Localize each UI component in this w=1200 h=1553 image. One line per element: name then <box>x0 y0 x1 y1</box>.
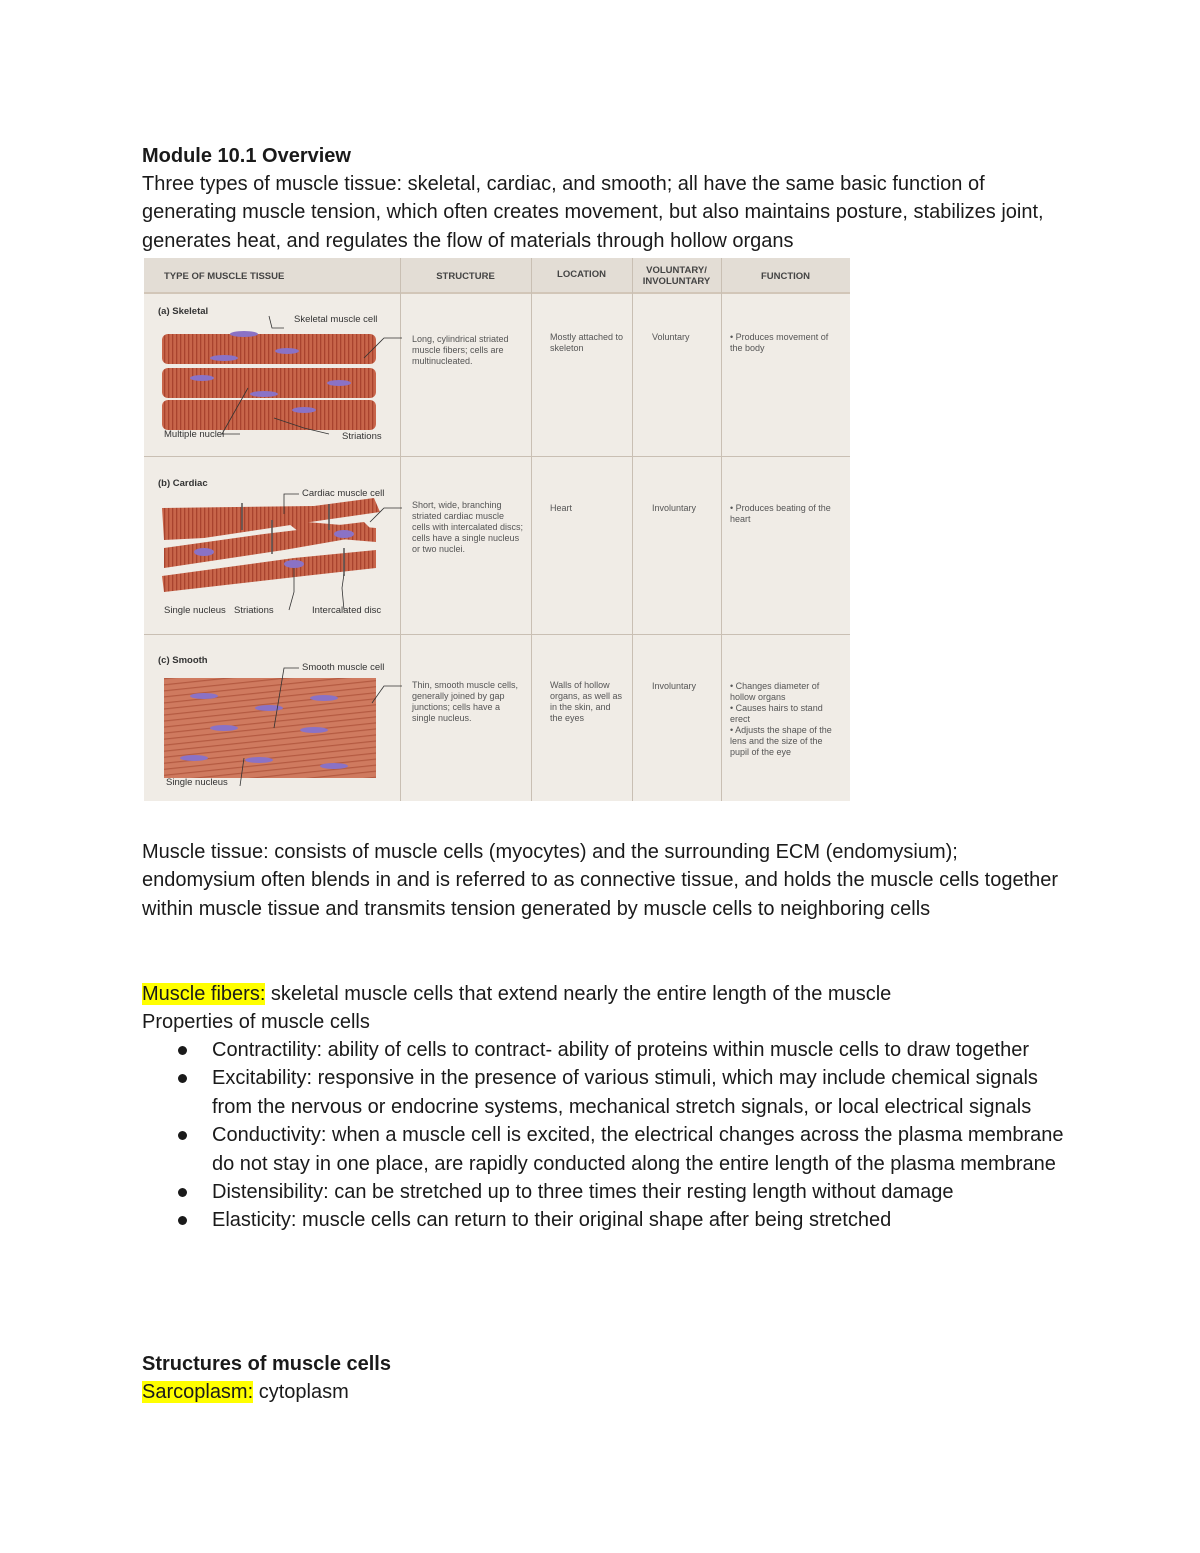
module-heading: Module 10.1 Overview <box>142 145 351 167</box>
list-item: Excitability: responsive in the presence of various stimuli, which may include chemical signals from the nervous or endocrine systems, mechanical stretch signals, or local electrical signals <box>142 1064 1072 1121</box>
intro-paragraph: Three types of muscle tissue: skeletal, cardiac, and smooth; all have the same basic function of generating muscle tension, which often creates movement, but also maintains posture, stabilizes joint, generates heat, and regulates the flow of materials through hollow organs <box>142 173 1044 252</box>
label-single-nucleus-b: Single nucleus <box>164 605 226 616</box>
header-type: TYPE OF MUSCLE TISSUE <box>164 271 285 282</box>
list-item: Contractility: ability of cells to contract- ability of proteins within muscle cells to draw together <box>142 1036 1072 1064</box>
voluntary-cardiac: Involuntary <box>652 503 697 513</box>
row-title-skeletal: (a) Skeletal <box>158 306 209 317</box>
structure-skeletal: Long, cylindrical striated muscle fibers; cells are multinucleated. <box>412 334 509 366</box>
sarcoplasm-line: Sarcoplasm: cytoplasm <box>142 1381 349 1403</box>
voluntary-skeletal: Voluntary <box>652 332 690 342</box>
function-smooth-item: • Adjusts the shape of the lens and the size of the pupil of the eye <box>730 725 832 757</box>
voluntary-smooth: Involuntary <box>652 681 697 691</box>
list-item: Elasticity: muscle cells can return to their original shape after being stretched <box>142 1206 1072 1234</box>
header-structure: STRUCTURE <box>436 271 495 282</box>
label-smooth-cell: Smooth muscle cell <box>302 662 385 673</box>
bullet-icon <box>178 1131 187 1140</box>
muscle-fibers-line: Muscle fibers: skeletal muscle cells that extend nearly the entire length of the muscle <box>142 983 892 1005</box>
location-cardiac: Heart <box>550 503 573 513</box>
label-skeletal-cell: Skeletal muscle cell <box>294 314 378 325</box>
label-cardiac-cell: Cardiac muscle cell <box>302 488 385 499</box>
function-smooth-item: • Causes hairs to stand erect <box>730 703 823 724</box>
header-function: FUNCTION <box>760 271 811 282</box>
smooth-muscle-illustration <box>164 668 402 786</box>
muscle-tissue-figure <box>144 258 850 801</box>
function-smooth <box>730 681 840 758</box>
skeletal-muscle-illustration <box>162 316 402 434</box>
structure-smooth: Thin, smooth muscle cells, generally joined by gap junctions; cells have a single nucleus. <box>412 680 519 723</box>
row-title-cardiac: (b) Cardiac <box>158 478 208 489</box>
location-skeletal: Mostly attached to skeleton <box>550 332 624 353</box>
label-striations-a: Striations <box>342 431 382 442</box>
term-muscle-fibers: Muscle fibers: <box>142 983 266 1005</box>
function-smooth-item: • Changes diameter of hollow organs <box>730 681 820 702</box>
list-item: Conductivity: when a muscle cell is excited, the electrical changes across the plasma membrane do not stay in one place, are rapidly conducted along the entire length of the plasma membrane <box>142 1121 1072 1178</box>
location-smooth: Walls of hollow organs, as well as in the skin, and the eyes <box>550 680 623 723</box>
label-intercalated-disc: Intercalated disc <box>312 605 382 616</box>
label-single-nucleus-c: Single nucleus <box>166 777 228 788</box>
function-cardiac: • Produces beating of the heart <box>730 503 831 524</box>
properties-title: Properties of muscle cells <box>142 1011 370 1033</box>
row-title-smooth: (c) Smooth <box>158 655 208 666</box>
header-voluntary: VOLUNTARY/ INVOLUNTARY <box>642 265 711 287</box>
bullet-icon <box>178 1074 187 1083</box>
properties-list <box>142 1036 1072 1235</box>
list-item: Distensibility: can be stretched up to three times their resting length without damage <box>142 1178 1072 1206</box>
structure-cardiac: Short, wide, branching striated cardiac muscle cells with intercalated discs; cells have a single nucleus or two nuclei. <box>412 500 524 554</box>
label-striations-b: Striations <box>234 605 274 616</box>
function-skeletal: • Produces movement of the body <box>730 332 829 353</box>
muscle-tissue-paragraph: Muscle tissue: consists of muscle cells (myocytes) and the surrounding ECM (endomysium); endomysium often blends in and is referred to as connective tissue, and holds the muscle cells together within muscle tissue and transmits tension generated by muscle cells to neighboring cells <box>142 841 1059 920</box>
header-location: LOCATION <box>557 269 606 280</box>
structures-heading: Structures of muscle cells <box>142 1353 391 1375</box>
bullet-icon <box>178 1216 187 1225</box>
bullet-icon <box>178 1046 187 1055</box>
label-multiple-nuclei: Multiple nuclei <box>164 429 225 440</box>
cardiac-muscle-illustration <box>162 494 402 610</box>
term-sarcoplasm: Sarcoplasm: <box>142 1381 254 1403</box>
bullet-icon <box>178 1188 187 1197</box>
